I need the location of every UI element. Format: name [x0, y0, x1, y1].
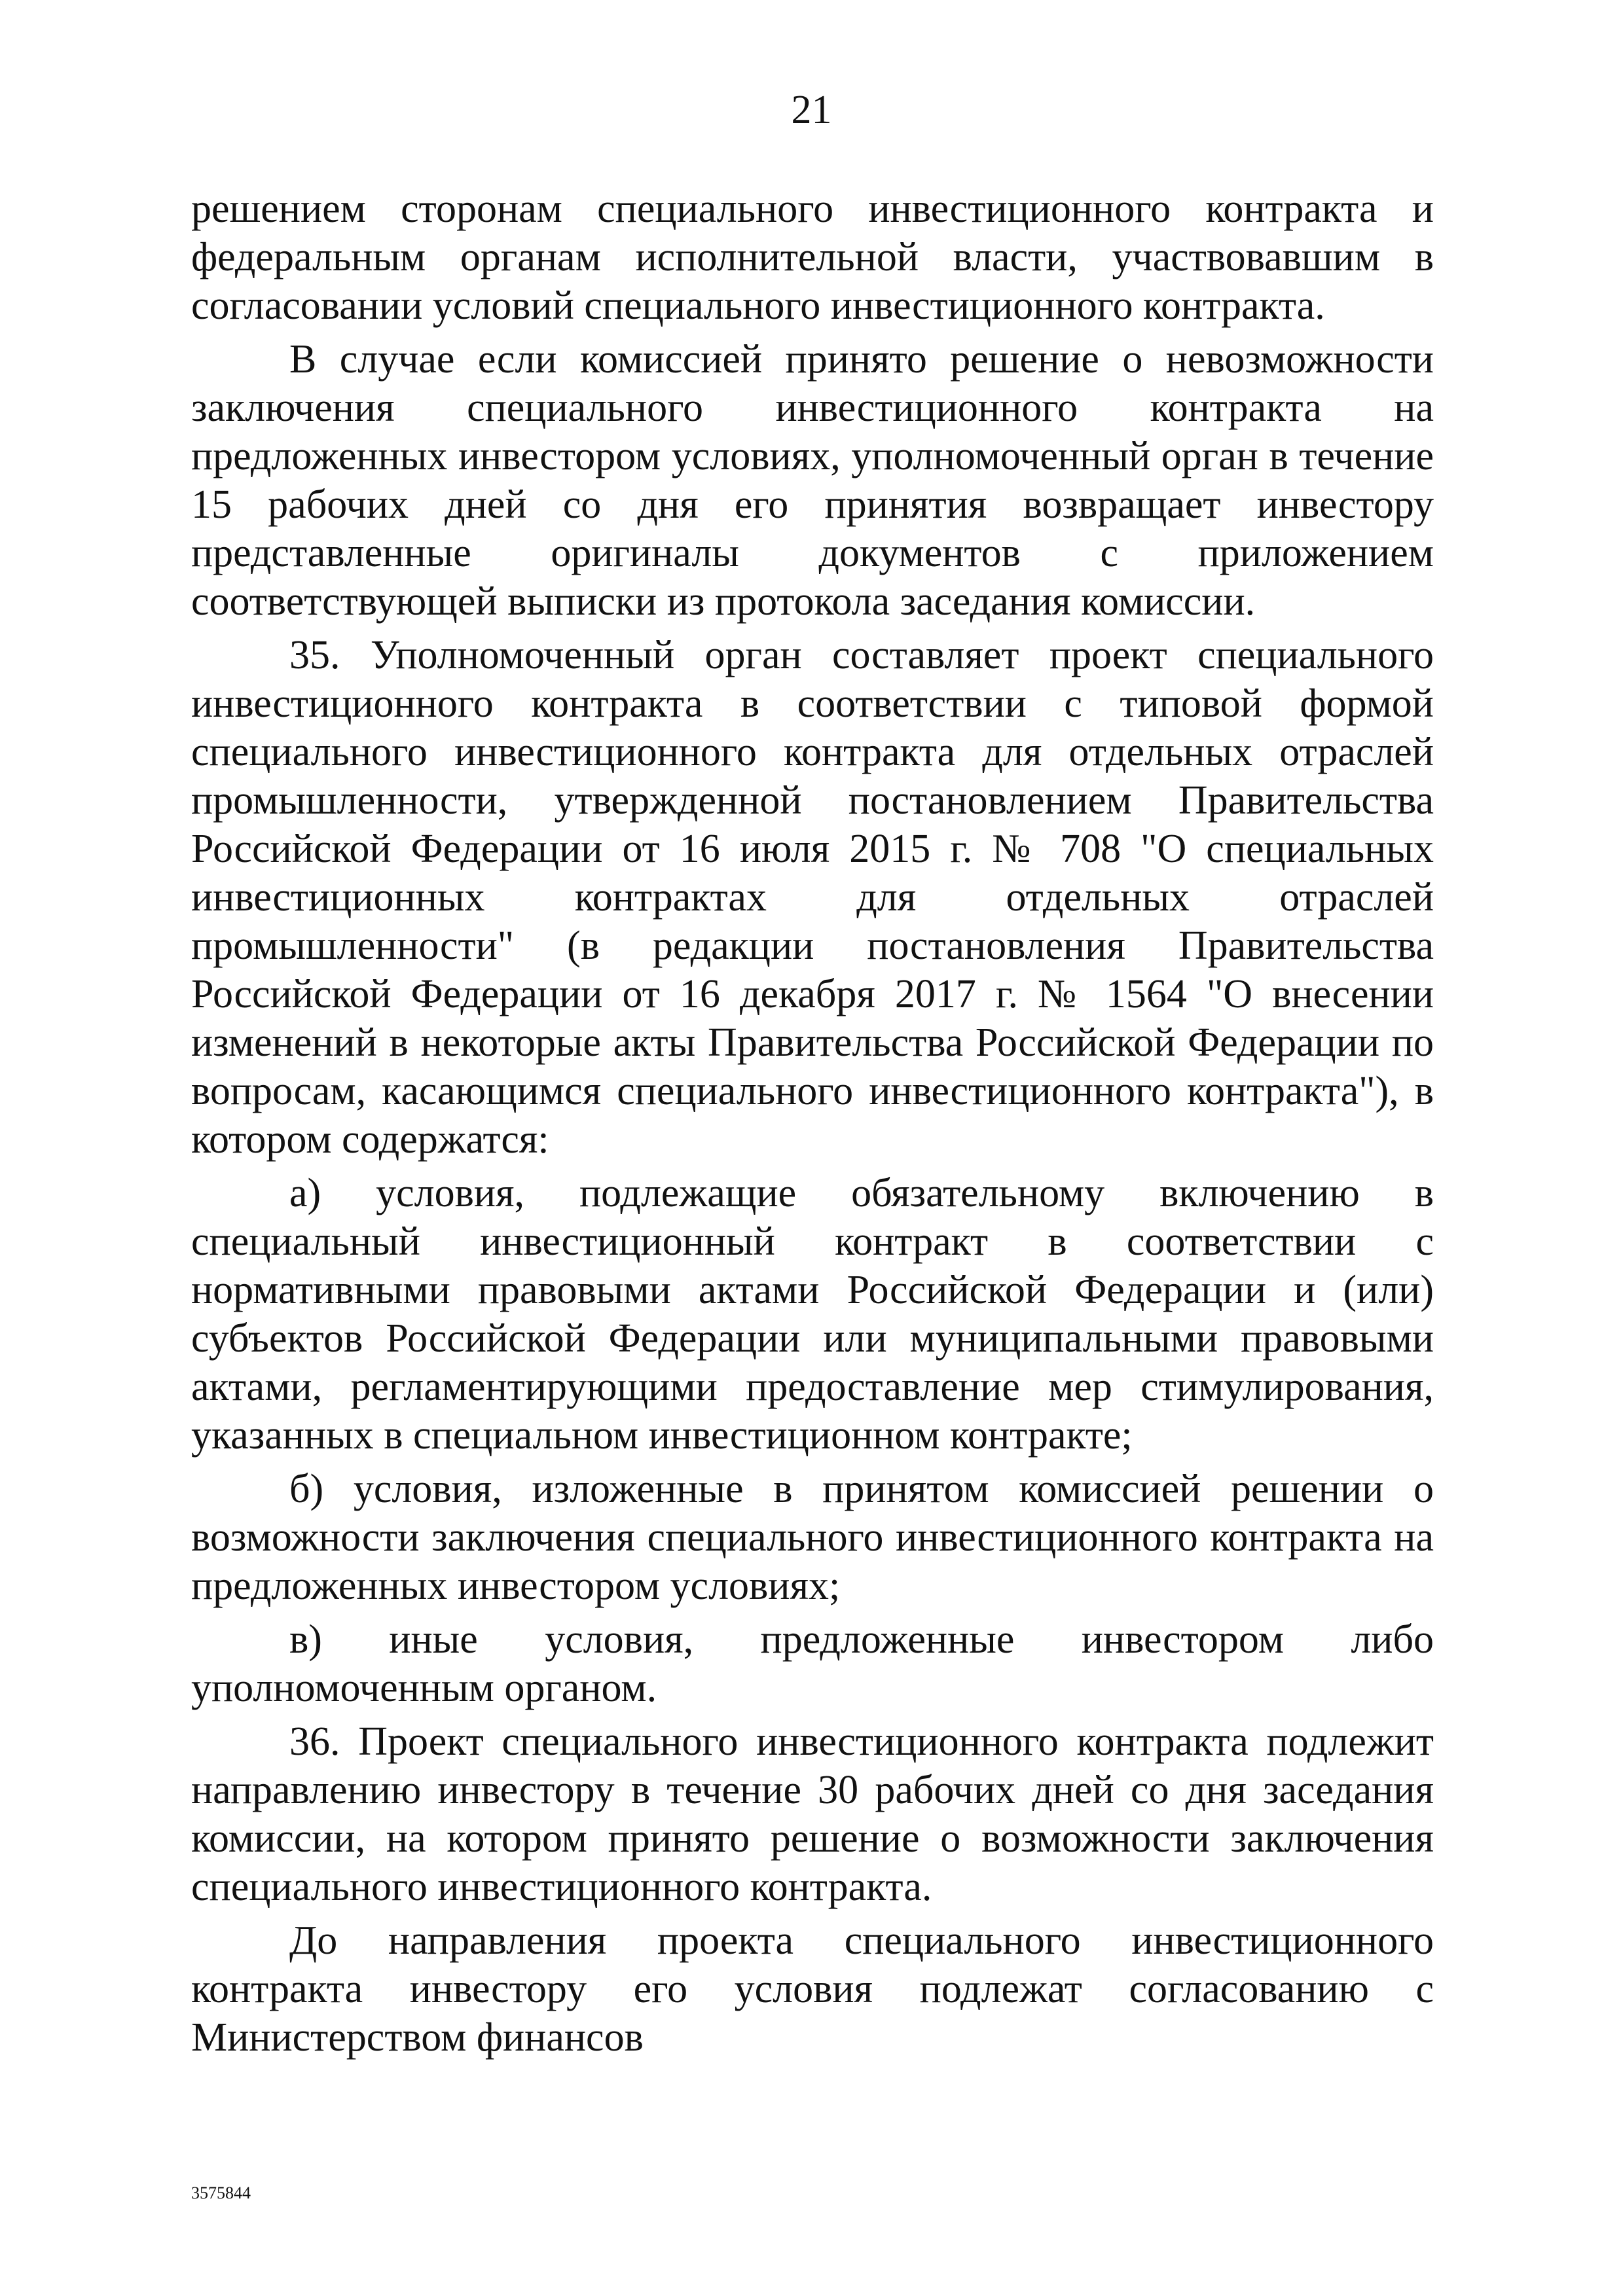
document-id: 3575844	[191, 2183, 251, 2202]
paragraph-item-v: в) иные условия, предложенные инвестором либо уполномоченным органом.	[191, 1617, 1434, 1710]
paragraph-ministry-approval: До направления проекта специального инвестиционного контракта инвестору его условия подлежат согласованию с Министерством финансов	[191, 1918, 1434, 2060]
paragraph-continuation: решением сторонам специального инвестиционного контракта и федеральным органам исполнительной власти, участвовавшим в согласовании условий специального инвестиционного контракта.	[191, 187, 1434, 328]
page-number: 21	[791, 88, 832, 132]
paragraph-item-b: б) условия, изложенные в принятом комиссией решении о возможности заключения специального инвестиционного контракта на предложенных инвестором условиях;	[191, 1467, 1434, 1608]
paragraph-clause-35: 35. Уполномоченный орган составляет проект специального инвестиционного контракта в соответствии с типовой формой специального инвестиционного контракта для отдельных отраслей промышленности, утвержденной постановлением Правительства Российской Федерации от 16 июля 2015 г. № 708 "О специальных инвестиционных контрактах для отдельных отраслей промышленности" (в редакции постановления Правительства Российской Федерации от 16 декабря 2017 г. № 1564 "О внесении изменений в некоторые акты Правительства Российской Федерации по вопросам, касающимся специального инвестиционного контракта"), в котором содержатся:	[191, 633, 1434, 1162]
document-body	[191, 185, 1434, 2062]
paragraph-clause-36: 36. Проект специального инвестиционного контракта подлежит направлению инвестору в течение 30 рабочих дней со дня заседания комиссии, на котором принято решение о возможности заключения специального инвестиционного контракта.	[191, 1719, 1434, 1909]
paragraph-refusal-case: В случае если комиссией принято решение о невозможности заключения специального инвестиционного контракта на предложенных инвестором условиях, уполномоченный орган в течение 15 рабочих дней со дня его принятия возвращает инвестору представленные оригиналы документов с приложением соответствующей выписки из протокола заседания комиссии.	[191, 337, 1434, 624]
paragraph-item-a: а) условия, подлежащие обязательному включению в специальный инвестиционный контракт в соответствии с нормативными правовыми актами Российской Федерации и (или) субъектов Российской Федерации или муниципальными правовыми актами, регламентирующими предоставление мер стимулирования, указанных в специальном инвестиционном контракте;	[191, 1171, 1434, 1458]
